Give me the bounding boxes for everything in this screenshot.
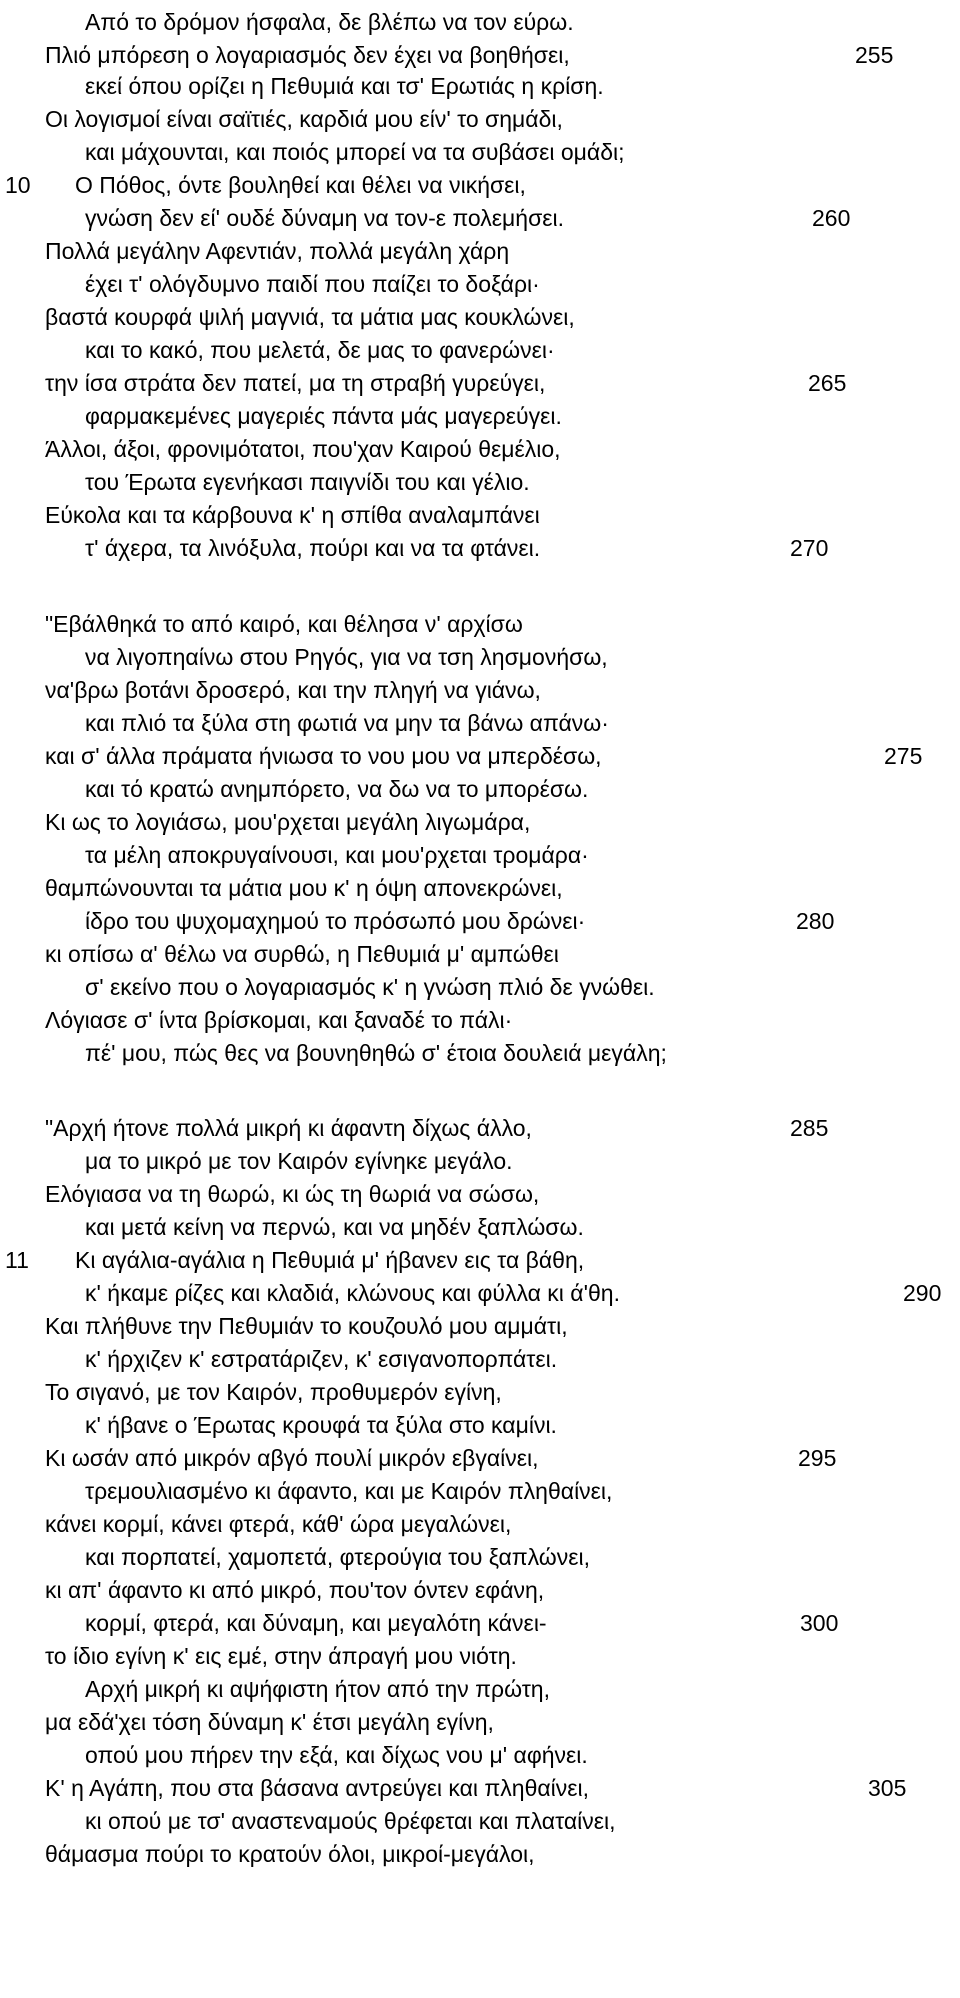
line-number: 295 [798,1445,837,1471]
verse-line: μα το μικρό με τον Καιρόν εγίνηκε μεγάλο. [85,1148,513,1174]
verse-line: να'βρω βοτάνι δροσερό, και την πληγή να γιάνω, [45,677,541,703]
verse-line: έχει τ' ολόγδυμνο παιδί που παίζει το δοξάρι· [85,271,540,297]
verse-line: Κ' η Αγάπη, που στα βάσανα αντρεύγει και πληθαίνει, [45,1775,590,1801]
verse-line: Κι αγάλια-αγάλια η Πεθυμιά μ' ήβανεν εις τα βάθη, [75,1247,585,1273]
verse-line: γνώση δεν εί' ουδέ δύναμη να τον-ε πολεμήσει. [85,205,565,231]
margin-number: 10 [5,172,31,198]
line-number: 270 [790,535,829,561]
verse-line: και τό κρατώ ανημπόρετο, να δω να το μπορέσω. [85,776,589,802]
verse-line: πέ' μου, πώς θες να βουνηθηθώ σ' έτοια δουλειά μεγάλη; [85,1040,667,1066]
line-number: 260 [812,205,851,231]
verse-line: εκεί όπου ορίζει η Πεθυμιά και τσ' Ερωτιάς η κρίση. [85,73,604,99]
verse-line: "Εβάλθηκά το από καιρό, και θέλησα ν' αρχίσω [45,611,523,637]
verse-line: σ' εκείνο που ο λογαριασμός κ' η γνώση πλιό δε γνώθει. [85,974,655,1000]
verse-line: Αρχή μικρή κι αψήφιστη ήτον από την πρώτη, [85,1676,550,1702]
verse-line: Οι λογισμοί είναι σαϊτιές, καρδιά μου είν' το σημάδι, [45,106,563,132]
verse-line: το ίδιο εγίνη κ' εις εμέ, στην άπραγή μου νιότη. [45,1643,517,1669]
line-number: 275 [884,743,923,769]
line-number: 265 [808,370,847,396]
verse-line: ίδρο του ψυχομαχημού το πρόσωπό μου δρώνει· [85,908,586,934]
verse-line: Ο Πόθος, όντε βουληθεί και θέλει να νικήσει, [75,172,526,198]
verse-line: κ' ήβανε ο Έρωτας κρουφά τα ξύλα στο καμίνι. [85,1412,557,1438]
verse-line: κάνει κορμί, κάνει φτερά, κάθ' ώρα μεγαλώνει, [45,1511,512,1537]
line-number: 255 [855,42,894,68]
verse-line: και πορπατεί, χαμοπετά, φτερούγια του ξαπλώνει, [85,1544,591,1570]
verse-line: τρεμουλιασμένο κι άφαντο, και με Καιρόν πληθαίνει, [85,1478,613,1504]
verse-line: κι οπού με τσ' αναστεναμούς θρέφεται και πλαταίνει, [85,1808,616,1834]
verse-line: και το κακό, που μελετά, δε μας το φανερώνει· [85,337,555,363]
verse-line: "Αρχή ήτονε πολλά μικρή κι άφαντη δίχως άλλο, [45,1115,532,1141]
verse-line: του Έρωτα εγενήκασι παιγνίδι του και γέλιο. [85,469,530,495]
verse-line: Κι ως το λογιάσω, μου'ρχεται μεγάλη λιγωμάρα, [45,809,531,835]
verse-line: τ' άχερα, τα λινόξυλα, πούρι και να τα φτάνει. [85,535,541,561]
verse-line: οπού μου πήρεν την εξά, και δίχως νου μ' αφήνει. [85,1742,588,1768]
verse-line: Το σιγανό, με τον Καιρόν, προθυμερόν εγίνη, [45,1379,502,1405]
verse-line: Άλλοι, άξοι, φρονιμότατοι, που'χαν Καιρού θεμέλιο, [45,436,561,462]
line-number: 305 [868,1775,907,1801]
verse-line: κ' ήρχιζεν κ' εστρατάριζεν, κ' εσιγανοπορπάτει. [85,1346,558,1372]
verse-line: κ' ήκαμε ρίζες και κλαδιά, κλώνους και φύλλα κι ά'θη. [85,1280,620,1306]
verse-line: Λόγιασε σ' ίντα βρίσκομαι, και ξαναδέ το πάλι· [45,1007,513,1033]
verse-line: θαμπώνουνται τα μάτια μου κ' η όψη απονεκρώνει, [45,875,563,901]
verse-line: βαστά κουρφά ψιλή μαγνιά, τα μάτια μας κουκλώνει, [45,304,575,330]
verse-line: Ελόγιασα να τη θωρώ, κι ώς τη θωριά να σώσω, [45,1181,540,1207]
verse-line: θάμασμα πούρι το κρατούν όλοι, μικροί-μεγάλοι, [45,1841,535,1867]
verse-line: φαρμακεμένες μαγεριές πάντα μάς μαγερεύγει. [85,403,562,429]
verse-line: την ίσα στράτα δεν πατεί, μα τη στραβή γυρεύγει, [45,370,546,396]
verse-line: Κι ωσάν από μικρόν αβγό πουλί μικρόν εβγαίνει, [45,1445,539,1471]
verse-line: μα εδά'χει τόση δύναμη κ' έτσι μεγάλη εγίνη, [45,1709,494,1735]
line-number: 280 [796,908,835,934]
line-number: 290 [903,1280,942,1306]
verse-line: να λιγοπηαίνω στου Ρηγός, για να τση λησμονήσω, [85,644,608,670]
verse-line: Και πλήθυνε την Πεθυμιάν το κουζουλό μου αμμάτι, [45,1313,568,1339]
line-number: 285 [790,1115,829,1141]
verse-line: τα μέλη αποκρυγαίνουσι, και μου'ρχεται τρομάρα· [85,842,589,868]
verse-line: και μετά κείνη να περνώ, και να μηδέν ξαπλώσω. [85,1214,584,1240]
line-number: 300 [800,1610,839,1636]
verse-line: κι απ' άφαντο κι από μικρό, που'τον όντεν εφάνη, [45,1577,545,1603]
margin-number: 11 [5,1247,29,1273]
verse-line: και πλιό τα ξύλα στη φωτιά να μην τα βάνω απάνω· [85,710,609,736]
verse-line: Εύκολα και τα κάρβουνα κ' η σπίθα αναλαμπάνει [45,502,540,528]
verse-line: κι οπίσω α' θέλω να συρθώ, η Πεθυμιά μ' αμπώθει [45,941,559,967]
verse-line: Πλιό μπόρεση ο λογαριασμός δεν έχει να βοηθήσει, [45,42,570,68]
verse-line: Από το δρόμον ήσφαλα, δε βλέπω να τον εύρω. [85,9,574,35]
verse-line: και σ' άλλα πράματα ήνιωσα το νου μου να μπερδέσω, [45,743,602,769]
verse-line: Πολλά μεγάλην Αφεντιάν, πολλά μεγάλη χάρη [45,238,510,264]
verse-line: και μάχουνται, και ποιός μπορεί να τα συβάσει ομάδι; [85,139,625,165]
verse-line: κορμί, φτερά, και δύναμη, και μεγαλότη κάνει- [85,1610,547,1636]
